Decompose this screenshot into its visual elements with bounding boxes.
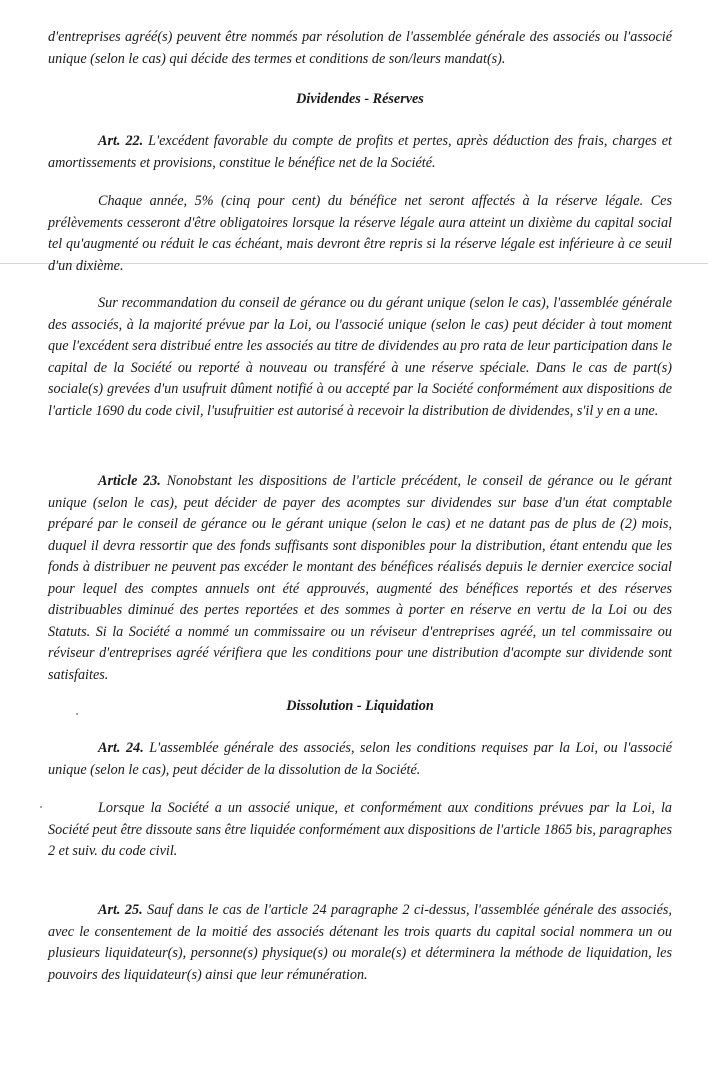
article-25-paragraph <box>48 900 672 986</box>
article-25-label: Art. 25. <box>98 902 143 918</box>
legal-reserve-paragraph: Chaque année, 5% (cinq pour cent) du bénéfice net seront affectés à la réserve légale. Ces prélèvements cesseront d'être obligatoires lorsque la réserve légale aura atteint un dixième du capital social tel qu'augmenté ou réduit le cas échéant, mais devront être repris si la réserve légale est inférieure à ce seuil d'un dixième. <box>48 193 672 274</box>
article-23-label: Article 23. <box>98 473 161 489</box>
article-22-text: L'excédent favorable du compte de profits et pertes, après déduction des frais, charges et amortissements et provisions, constitue le bénéfice net de la Société. <box>48 133 672 171</box>
sole-associate-paragraph: Lorsque la Société a un associé unique, et conformément aux conditions prévues par la Loi, la Société peut être dissoute sans être liquidée conformément aux dispositions de l'article 1865 bis, paragraphes 2 et suiv. du code civil. <box>48 800 672 859</box>
article-22-paragraph <box>48 131 672 174</box>
article-24-label: Art. 24. <box>98 740 144 756</box>
article-24-paragraph <box>48 738 672 781</box>
article-23-paragraph <box>48 471 672 686</box>
scan-speck <box>40 806 42 808</box>
distribution-recommendation-paragraph: Sur recommandation du conseil de gérance ou du gérant unique (selon le cas), l'assemblée générale des associés, à la majorité prévue par la Loi, ou l'associé unique (selon le cas) peut décider à tout moment que l'excédent sera distribué entre les associés au titre de dividendes au pro rata de leur participation dans le capital de la Société ou reporté à nouveau ou transféré à une réserve spéciale. Dans le cas de part(s) sociale(s) grevées d'un usufruit dûment notifié à ou accepté par la Société conformément aux dispositions de l'article 1690 du code civil, l'usufruitier est autorisé à recevoir la distribution de dividendes, s'il y en a une. <box>48 295 672 419</box>
article-25-text: Sauf dans le cas de l'article 24 paragraphe 2 ci-dessus, l'assemblée générale des associés, avec le consentement de la moitié des associés détenant les trois quarts du capital social nommera un ou plusieurs liquidateur(s), personne(s) physique(s) ou morale(s) et déterminera la méthode de liquidation, les pouvoirs des liquidateur(s) ainsi que leur rémunération. <box>48 902 672 983</box>
article-22-label: Art. 22. <box>98 133 144 149</box>
intro-paragraph: d'entreprises agréé(s) peuvent être nommés par résolution de l'assemblée générale des associés ou l'associé unique (selon le cas) qui décide des termes et conditions de son/leurs mandat(s). <box>48 29 672 67</box>
section-heading-dividendes: Dividendes - Réserves <box>296 91 424 107</box>
section-heading-dissolution: Dissolution - Liquidation <box>286 698 434 714</box>
article-23-text: Nonobstant les dispositions de l'article précédent, le conseil de gérance ou le gérant unique (selon le cas), peut décider de payer des acomptes sur dividendes sur base d'un état comptable préparé par le conseil de gérance ou le gérant unique (selon le cas) et ne datant pas de plus de (2) mois, duquel il devra ressortir que des fonds suffisants sont disponibles pour la distribution, étant entendu que les fonds à distribuer ne peuvent pas excéder le montant des bénéfices réalisés depuis le dernier exercice social pour lequel des comptes annuels ont été approuvés, augmenté des bénéfices reportés et des réserves distribuables diminué des pertes reportées et des sommes à porter en réserve en vertu de la Loi ou des Statuts. Si la Société a nommé un commissaire ou un réviseur d'entreprises agréé, un tel commissaire ou réviseur d'entreprises agréé vérifiera que les conditions pour une distribution d'acompte sur dividende sont satisfaites. <box>48 473 672 683</box>
article-24-text: L'assemblée générale des associés, selon les conditions requises par la Loi, ou l'associé unique (selon le cas), peut décider de la dissolution de la Société. <box>48 740 672 778</box>
